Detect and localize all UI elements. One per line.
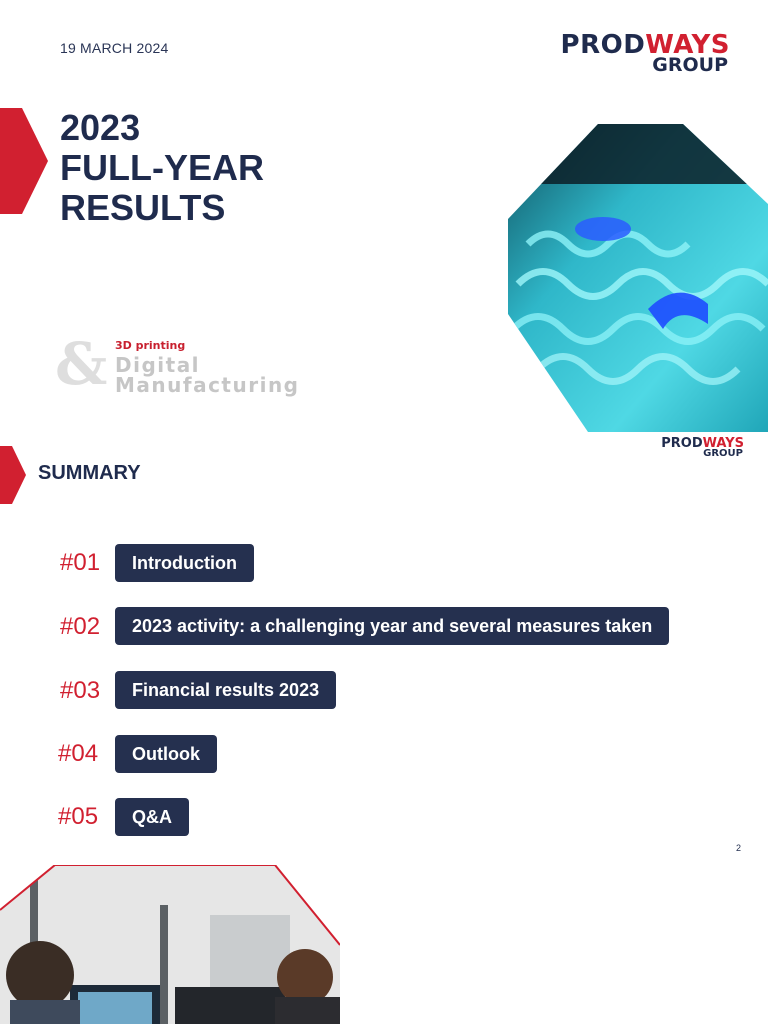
report-date: 19 MARCH 2024	[60, 40, 169, 56]
logo-small-prod-text: PROD	[661, 436, 703, 451]
logo-small-group-text: GROUP	[703, 448, 743, 459]
red-hexagon-accent-small	[0, 446, 26, 504]
prodways-group-logo	[530, 32, 730, 75]
agenda-number-01: #01	[60, 549, 101, 576]
agenda-item-outlook: Outlook	[115, 735, 217, 773]
agenda-item-introduction: Introduction	[115, 544, 254, 582]
agenda-number-02: #02	[60, 613, 101, 640]
page-number: 2	[736, 843, 742, 853]
cover-title-line-2: FULL-YEAR	[60, 147, 264, 188]
agenda-item-financial-results: Financial results 2023	[115, 671, 336, 709]
agenda-number-04: #04	[58, 740, 99, 767]
agenda-item-qa: Q&A	[115, 798, 189, 836]
logo-ways-text: WAYS	[645, 30, 730, 60]
logo-prod-text: PROD	[560, 30, 646, 60]
agenda-number-05: #05	[58, 803, 99, 830]
tagline-ampersand: &	[55, 330, 108, 398]
team-photo	[0, 865, 340, 1024]
logo-small-ways-text: WAYS	[702, 436, 744, 451]
prodways-group-logo-small	[648, 437, 744, 459]
tagline-3d-printing: 3D printing	[115, 339, 186, 352]
logo-group-text: GROUP	[652, 54, 728, 76]
cover-title-line-1: 2023	[60, 107, 141, 148]
cover-title	[60, 108, 264, 228]
cover-title-line-3: RESULTS	[60, 187, 226, 228]
red-hexagon-accent	[0, 108, 48, 214]
tagline-digital: Digital	[115, 353, 201, 377]
agenda-item-2023-activity: 2023 activity: a challenging year and several measures taken	[115, 607, 669, 645]
3d-printing-photo	[508, 124, 768, 432]
summary-heading: SUMMARY	[38, 462, 141, 484]
digital-manufacturing-tagline	[55, 330, 315, 400]
agenda-number-03: #03	[60, 677, 101, 704]
tagline-manufacturing: Manufacturing	[115, 373, 300, 397]
